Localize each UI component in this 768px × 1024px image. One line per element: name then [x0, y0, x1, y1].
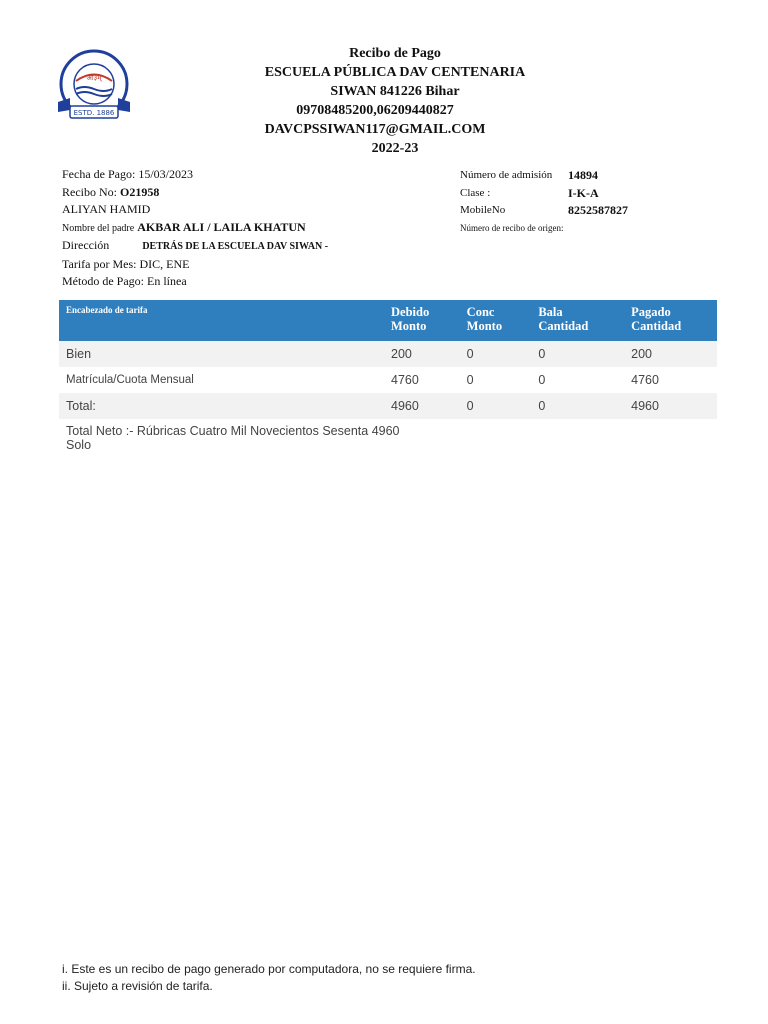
conc-cell: 0 — [460, 341, 532, 367]
admission-label: Número de admisión — [460, 169, 553, 181]
table-total-row — [59, 393, 717, 419]
mobile-label: MobileNo — [460, 204, 506, 216]
balance-cell: 0 — [538, 373, 546, 387]
admission-row — [460, 167, 628, 185]
payment-date-row — [62, 166, 328, 184]
address-label: Dirección — [62, 238, 110, 252]
receipt-footer — [62, 961, 476, 995]
col-balance-amount: Bala Cantidad — [531, 300, 624, 341]
table-row — [59, 367, 717, 393]
school-location: SIWAN 841226 Bihar — [330, 84, 460, 99]
footer-note-2: ii. Sujeto a revisión de tarifa. — [62, 979, 213, 993]
fee-month-row — [62, 256, 328, 274]
fee-head-cell: Total: — [59, 393, 384, 419]
balance-cell: 0 — [531, 341, 624, 367]
due-cell: 4760 — [391, 373, 419, 387]
receipt-header — [200, 44, 590, 158]
fee-table — [59, 300, 717, 419]
conc-cell: 0 — [460, 393, 532, 419]
payment-method-row — [62, 273, 328, 291]
admission-info — [460, 167, 628, 237]
father-label: Nombre del padre — [62, 222, 135, 234]
col-conc-amount: Conc Monto — [460, 300, 532, 341]
class-row — [460, 185, 628, 203]
fee-month: DIC, ENE — [139, 256, 190, 271]
class-label: Clase : — [460, 186, 491, 199]
footer-note-1: i. Este es un recibo de pago generado por computadora, no se requiere firma. — [62, 962, 476, 976]
receipt-no: O21958 — [120, 184, 160, 199]
father-name: AKBAR ALI / LAILA KHATUN — [137, 219, 306, 234]
table-header-row — [59, 300, 717, 341]
receipt-no-label: Recibo No: — [62, 184, 117, 199]
receipt-title: Recibo de Pago — [349, 46, 441, 61]
net-total-in-words: Total Neto :- Rúbricas Cuatro Mil Novecientos Sesenta 4960 Solo — [66, 424, 400, 452]
fee-head-cell: Matrícula/Cuota Mensual — [66, 374, 194, 386]
student-name: ALIYAN HAMID — [62, 202, 151, 216]
address-value: DETRÁS DE LA ESCUELA DAV SIWAN - — [142, 241, 329, 252]
fee-month-label: Tarifa por Mes: — [62, 256, 137, 271]
mobile-row — [460, 202, 628, 220]
origin-receipt-label: Número de recibo de origen: — [460, 222, 564, 233]
school-phones: 09708485200,06209440827 — [296, 103, 454, 118]
col-due-amount: Debido Monto — [384, 300, 460, 341]
payment-method-label: Método de Pago: — [62, 274, 144, 288]
school-name: ESCUELA PÚBLICA DAV CENTENARIA — [264, 65, 526, 80]
father-name-row — [62, 219, 328, 238]
class-value: I-K-A — [568, 185, 599, 200]
due-cell: 4960 — [384, 393, 460, 419]
admission-no: 14894 — [568, 168, 598, 182]
svg-text:ESTD. 1886: ESTD. 1886 — [73, 109, 115, 117]
paid-cell: 4760 — [631, 373, 659, 387]
col-fee-head: Encabezado de tarifa — [59, 300, 384, 341]
receipt-no-row — [62, 184, 328, 202]
fee-head-cell: Bien — [59, 341, 384, 367]
paid-cell: 4960 — [624, 393, 717, 419]
table-row — [59, 341, 717, 367]
paid-cell: 200 — [624, 341, 717, 367]
payment-date: 15/03/2023 — [138, 167, 193, 181]
address-row — [62, 237, 328, 256]
col-paid-amount: Pagado Cantidad — [624, 300, 717, 341]
due-cell: 200 — [384, 341, 460, 367]
school-email: DAVCPSSIWAN117@GMAIL.COM — [264, 122, 486, 137]
payment-date-label: Fecha de Pago: — [62, 167, 136, 181]
svg-text:ओ३म्: ओ३म् — [86, 74, 102, 82]
mobile-value: 8252587827 — [568, 203, 628, 217]
balance-cell: 0 — [531, 393, 624, 419]
school-logo — [56, 46, 140, 126]
payment-method: En línea — [147, 274, 187, 288]
conc-cell: 0 — [466, 373, 474, 387]
session-year: 2022-23 — [371, 141, 419, 156]
origin-receipt-row — [460, 220, 628, 238]
student-info — [62, 166, 328, 291]
